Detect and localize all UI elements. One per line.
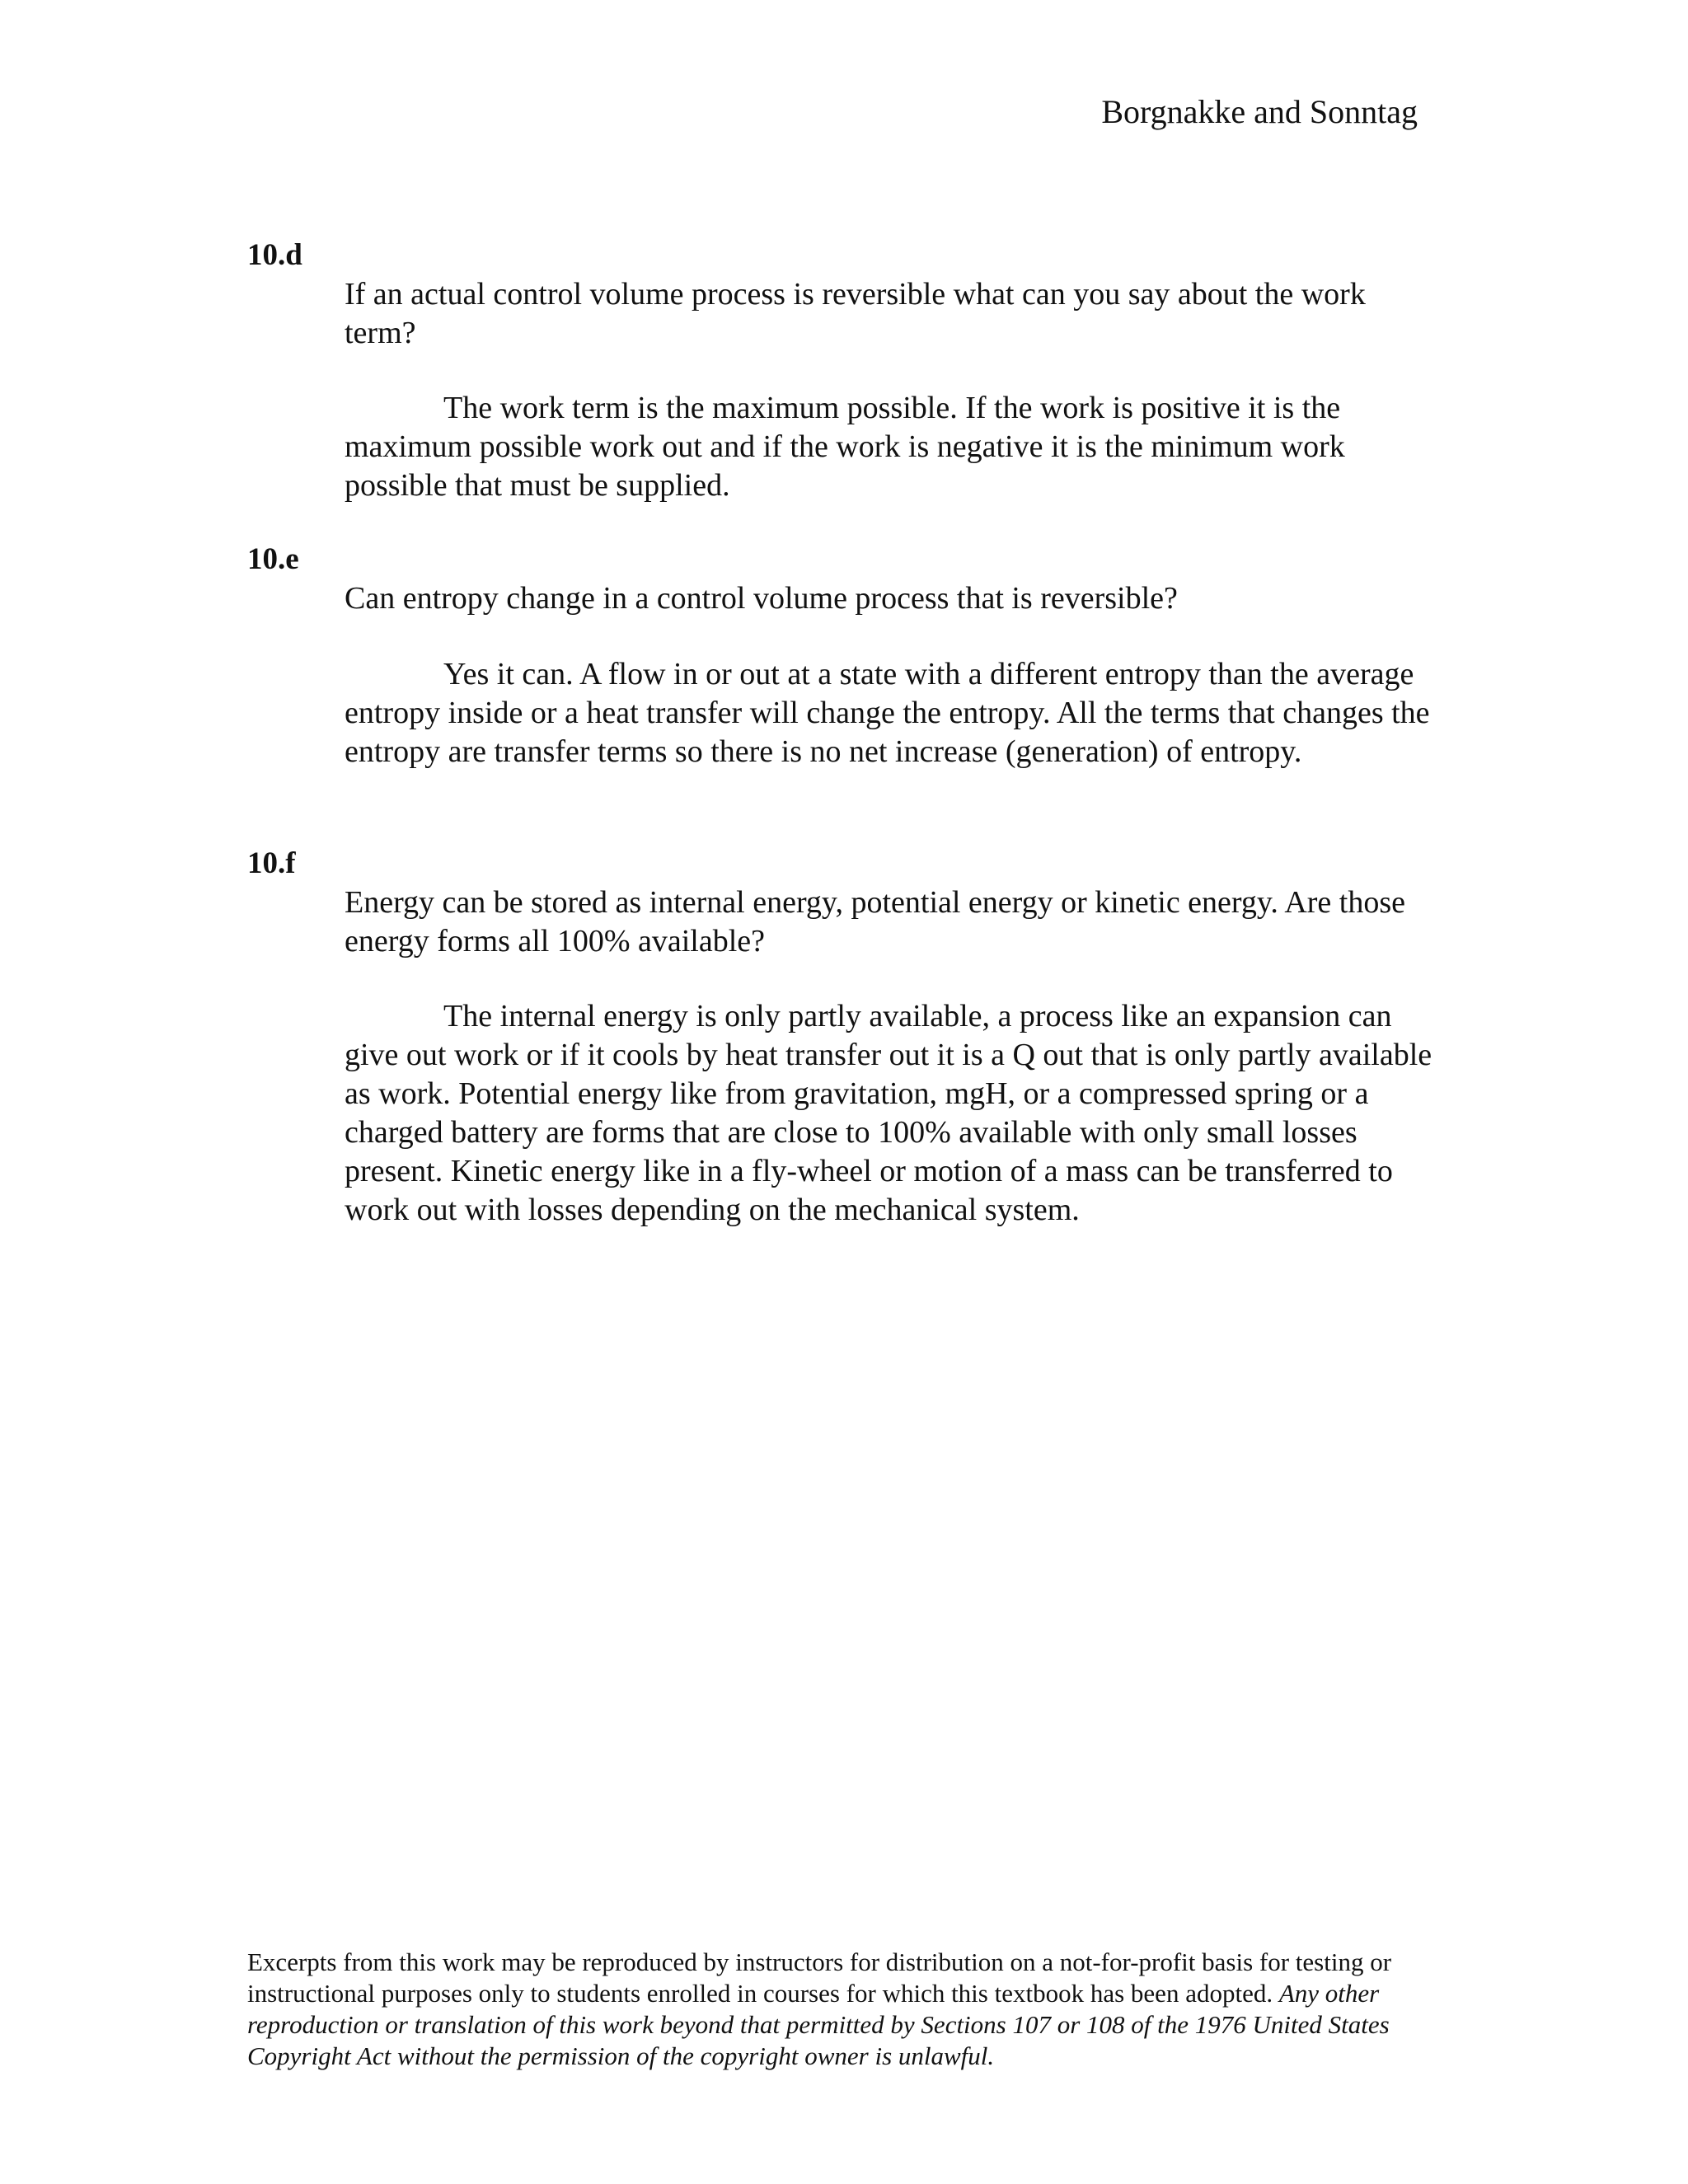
copyright-notice (247, 1947, 1426, 2072)
problem-question (345, 883, 1432, 961)
problem-number: 10.e (247, 542, 299, 576)
answer-text: Yes it can. A flow in or out at a state with a different entropy than the average entropy inside or a heat transfer will change the entropy. All the terms that changes the entropy are transfer terms so there is no net increase (generation) of entropy. (345, 657, 1430, 769)
problem-answer (345, 655, 1432, 771)
copyright-italic-text: Any other reproduction or translation of this work beyond that permitted by Sections 107 or 108 of the 1976 United States Copyright Act without the permission of the copyright owner is unlawful. (247, 1979, 1390, 2070)
question-text: Energy can be stored as internal energy, potential energy or kinetic energy. Are those energy forms all 100% available? (345, 885, 1405, 958)
answer-text: The work term is the maximum possible. If the work is positive it is the maximum possible work out and if the work is negative it is the minimum work possible that must be supplied. (345, 391, 1345, 503)
copyright-normal-text: Excerpts from this work may be reproduced by instructors for distribution on a not-for-profit basis for testing or instructional purposes only to students enrolled in courses for which this textbook has been adopted. (247, 1947, 1392, 2008)
problem-answer (345, 389, 1432, 505)
problem-number: 10.d (247, 238, 302, 272)
problem-number: 10.f (247, 846, 296, 880)
problem-question (345, 579, 1432, 618)
problem-question (345, 275, 1432, 353)
answer-text: The internal energy is only partly available, a process like an expansion can give out work or if it cools by heat transfer out it is a Q out that is only partly available as work. Potential energy like from gravitation, mgH, or a compressed spring or a charged battery are forms that are close to 100% available with only small losses present. Kinetic energy like in a fly-wheel or motion of a mass can be transferred to work out with losses depending on the mechanical system. (345, 999, 1432, 1227)
question-text: Can entropy change in a control volume process that is reversible? (345, 581, 1178, 616)
question-text: If an actual control volume process is reversible what can you say about the work term? (345, 277, 1366, 350)
page-header-authors: Borgnakke and Sonntag (1101, 93, 1418, 130)
problem-answer (345, 997, 1432, 1230)
